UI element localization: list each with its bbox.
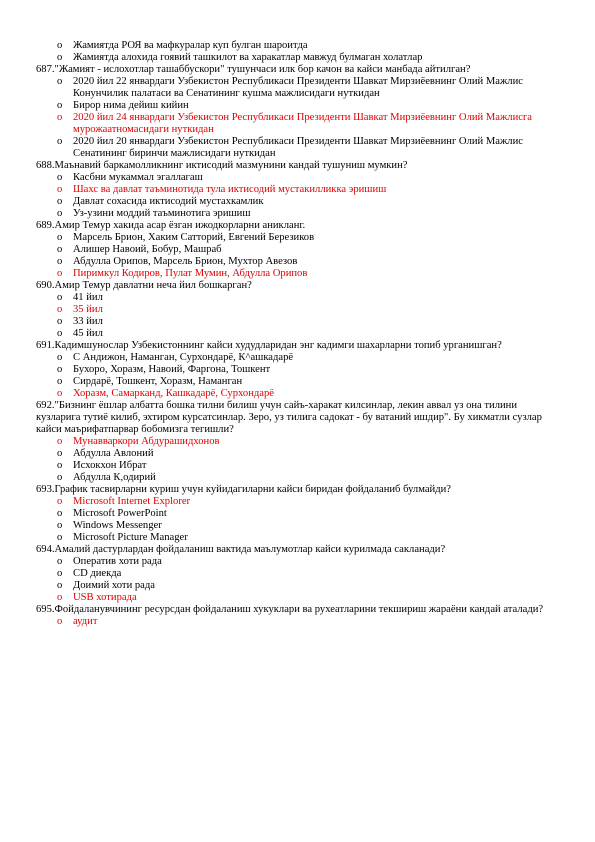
question-text: 687."Жамият - ислохотлар ташаббускори" тушунчаси илк бор качон ва кайси манбада айтилган? xyxy=(36,64,471,75)
answer-option-text: Бирор нима дейиш кийин xyxy=(73,100,189,111)
bullet-icon: o xyxy=(57,100,63,111)
answer-option-text: Microsoft Picture Manager xyxy=(73,532,188,543)
answer-option-text: USB хотирада xyxy=(73,592,137,603)
answer-option xyxy=(36,364,556,376)
answer-option xyxy=(36,556,556,568)
answer-option-text: Мунавваркори Абдурашидхонов xyxy=(73,436,220,447)
answer-option xyxy=(36,244,556,256)
bullet-icon: o xyxy=(57,40,63,51)
answer-option-highlighted xyxy=(36,268,556,280)
answer-option xyxy=(36,52,556,64)
answer-option xyxy=(36,376,556,388)
bullet-icon: o xyxy=(57,580,63,591)
question-text: 695.Фойдаланувчининг ресурсдан фойдаланиш хукуклари ва рухеатларини текшириш жараёни кандай аталади? xyxy=(36,604,544,615)
answer-option-text: Microsoft Internet Explorer xyxy=(73,496,191,507)
bullet-icon: o xyxy=(57,460,63,471)
answer-option-text: Абдулла К,одирий xyxy=(73,472,156,483)
bullet-icon: o xyxy=(57,508,63,519)
answer-option-text: С Андижон, Наманган, Сурхондарё, К^ашкадарё xyxy=(73,352,294,363)
answer-option-text: Windows Messenger xyxy=(73,520,162,531)
answer-option xyxy=(36,472,556,484)
bullet-icon: o xyxy=(57,616,63,627)
answer-option-highlighted xyxy=(36,388,556,400)
question-text: 691.Кадимшунослар Узбекистоннинг кайси худудларидан энг кадимги шахарларни топиб урганишган? xyxy=(36,340,502,351)
answer-option-text: Алишер Навоий, Бобур, Машраб xyxy=(73,244,222,255)
answer-option-highlighted xyxy=(36,592,556,604)
bullet-icon: o xyxy=(57,304,63,315)
question-text: 694.Амалий дастурлардан фойдаланиш вактида маълумотлар кайси курилмада сакланади? xyxy=(36,544,446,555)
bullet-icon: o xyxy=(57,364,63,375)
answer-option-text: CD диекда xyxy=(73,568,122,579)
answer-option xyxy=(36,136,556,160)
answer-option xyxy=(36,40,556,52)
bullet-icon: o xyxy=(57,112,63,123)
answer-option-text: Бухоро, Хоразм, Навоий, Фаргона, Тошкент xyxy=(73,364,271,375)
answer-option-text: Microsoft PowerPoint xyxy=(73,508,167,519)
answer-option-text: Уз-узини моддий таъминотига эришиш xyxy=(73,208,251,219)
document-body xyxy=(36,40,556,628)
answer-option-highlighted xyxy=(36,616,556,628)
bullet-icon: o xyxy=(57,592,63,603)
answer-option-text: Доимий хоти рада xyxy=(73,580,155,591)
answer-option-text: 45 йил xyxy=(73,328,103,339)
bullet-icon: o xyxy=(57,496,63,507)
bullet-icon: o xyxy=(57,532,63,543)
answer-option-text: Марсель Брион, Хаким Сатторий, Евгений Березиков xyxy=(73,232,315,243)
bullet-icon: o xyxy=(57,292,63,303)
answer-option-text: Абдулла Авлоний xyxy=(73,448,154,459)
bullet-icon: o xyxy=(57,52,63,63)
question-text: 693.График тасвирларни куриш учун куйидагиларни кайси биридан фойдаланиб булмайди? xyxy=(36,484,451,495)
answer-option xyxy=(36,520,556,532)
answer-option xyxy=(36,568,556,580)
bullet-icon: o xyxy=(57,556,63,567)
question-text: 690.Амир Темур давлатни неча йил бошкарган? xyxy=(36,280,252,291)
bullet-icon: o xyxy=(57,376,63,387)
bullet-icon: o xyxy=(57,448,63,459)
bullet-icon: o xyxy=(57,172,63,183)
bullet-icon: o xyxy=(57,436,63,447)
answer-option-highlighted xyxy=(36,496,556,508)
bullet-icon: o xyxy=(57,136,63,147)
answer-option-highlighted xyxy=(36,436,556,448)
bullet-icon: o xyxy=(57,196,63,207)
answer-option-text: 2020 йил 20 январдаги Узбекистон Республикаси Президенти Шавкат Мирзиёевнинг Олий Мажлис Сенатининг биринчи мажлисидаги нуткидан xyxy=(73,136,523,159)
answer-option xyxy=(36,460,556,472)
answer-option xyxy=(36,532,556,544)
bullet-icon: o xyxy=(57,388,63,399)
answer-option-text: Пиримкул Кодиров, Пулат Мумин, Абдулла Орипов xyxy=(73,268,308,279)
answer-option-text: Оператив хоти рада xyxy=(73,556,162,567)
answer-option xyxy=(36,508,556,520)
question-text: 689.Амир Темур хакида асар ёзган ижодкорларни аникланг. xyxy=(36,220,306,231)
bullet-icon: o xyxy=(57,520,63,531)
answer-option xyxy=(36,580,556,592)
answer-option-text: 35 йил xyxy=(73,304,103,315)
answer-option-text: Исхокхон Ибрат xyxy=(73,460,147,471)
answer-option-text: Сирдарё, Тошкент, Хоразм, Наманган xyxy=(73,376,243,387)
bullet-icon: o xyxy=(57,316,63,327)
question-text: 688.Маънавий баркамолликнинг иктисодий мазмунини кандай тушуниш мумкин? xyxy=(36,160,408,171)
answer-option xyxy=(36,256,556,268)
answer-option-text: Хоразм, Самарканд, Кашкадарё, Сурхондарё xyxy=(73,388,274,399)
bullet-icon: o xyxy=(57,568,63,579)
answer-option-text: Жамиятда РОЯ ва мафкуралар куп булган шароитда xyxy=(73,40,308,51)
answer-option-text: аудит xyxy=(73,616,98,627)
answer-option-text: Жамиятда алохида гоявий ташкилот ва харакатлар мавжуд булмаган холатлар xyxy=(73,52,423,63)
bullet-icon: o xyxy=(57,232,63,243)
answer-option-text: Касбни мукаммал эгаллагаш xyxy=(73,172,203,183)
bullet-icon: o xyxy=(57,76,63,87)
answer-option-text: Давлат сохасида иктисодий мустахкамлик xyxy=(73,196,264,207)
answer-option-text: 2020 йил 22 январдаги Узбекистон Республикаси Президенти Шавкат Мирзиёевнинг Олий Мажлис Конунчилик палатаси ва Сенатининг кушма мажлисидаги нуткидан xyxy=(73,76,523,99)
answer-option-highlighted xyxy=(36,112,556,136)
answer-option-highlighted xyxy=(36,304,556,316)
answer-option xyxy=(36,76,556,100)
answer-option xyxy=(36,100,556,112)
answer-option xyxy=(36,316,556,328)
answer-option xyxy=(36,172,556,184)
answer-option-text: Шахс ва давлат таъминотида тула иктисодий мустакилликка эришиш xyxy=(73,184,387,195)
answer-option xyxy=(36,292,556,304)
bullet-icon: o xyxy=(57,268,63,279)
answer-option-text: Абдулла Орипов, Марсель Брион, Мухтор Авезов xyxy=(73,256,298,267)
bullet-icon: o xyxy=(57,328,63,339)
answer-option-text: 41 йил xyxy=(73,292,103,303)
answer-option-text: 2020 йил 24 январдаги Узбекистон Республикаси Президенти Шавкат Мирзиёевнинг Олий Мажлисга мурожаатномасидаги нуткидан xyxy=(73,112,533,135)
answer-option-highlighted xyxy=(36,184,556,196)
bullet-icon: o xyxy=(57,352,63,363)
answer-option xyxy=(36,196,556,208)
answer-option xyxy=(36,448,556,460)
answer-option xyxy=(36,208,556,220)
bullet-icon: o xyxy=(57,208,63,219)
answer-option xyxy=(36,232,556,244)
question-text: 692."Бизнинг ёшлар албатта бошка тилни билиш учун сайъ-харакат килсинлар, лекин аввал уз она тилини кузларига тутиё килиб, эхтиром курсатсинлар. Зеро, уз тилига садокат - бу ватаний ишдир". Бу хикматли сузлар кайси маърифатпарвар бобомизга тегишли? xyxy=(36,400,542,435)
bullet-icon: o xyxy=(57,184,63,195)
answer-option-text: 33 йил xyxy=(73,316,103,327)
bullet-icon: o xyxy=(57,472,63,483)
bullet-icon: o xyxy=(57,244,63,255)
answer-option xyxy=(36,352,556,364)
bullet-icon: o xyxy=(57,256,63,267)
answer-option xyxy=(36,328,556,340)
